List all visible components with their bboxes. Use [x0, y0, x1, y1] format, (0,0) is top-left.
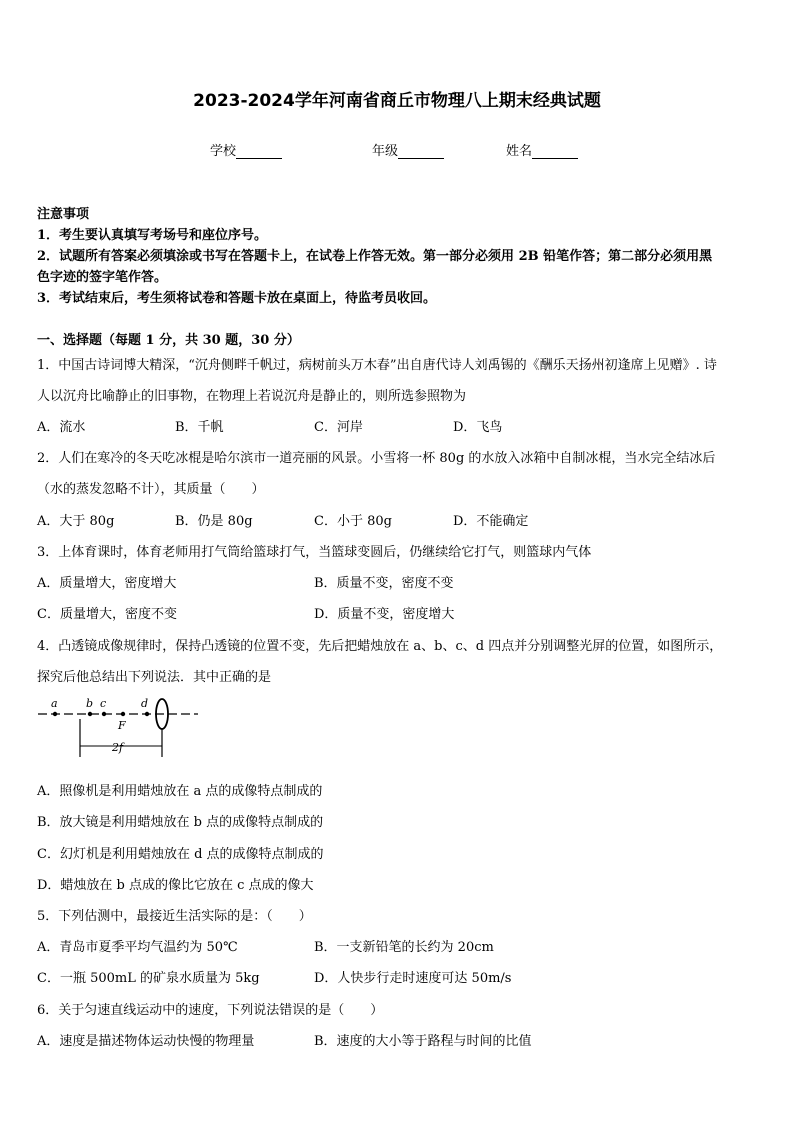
- name-label: 姓名: [506, 144, 533, 159]
- point-c: [102, 712, 106, 716]
- page-title: 2023-2024学年河南省商丘市物理八上期末经典试题: [193, 91, 601, 111]
- grade-field[interactable]: [372, 140, 444, 159]
- question-2-stem-cont: （水的蒸发忽略不计），其质量（ ）: [37, 482, 265, 497]
- school-field[interactable]: [210, 140, 282, 159]
- point-b: [88, 712, 92, 716]
- note-item: 色字迹的签字笔作答。: [37, 270, 168, 285]
- name-field[interactable]: [506, 140, 578, 159]
- label-a: a: [51, 697, 58, 710]
- note-item: 3．考试结束后，考生须将试卷和答题卡放在桌面上，待监考员收回。: [37, 291, 437, 306]
- q4-option-c: C．幻灯机是利用蜡烛放在 d 点的成像特点制成的: [37, 847, 324, 862]
- question-2-stem: 2．人们在寒冷的冬天吃冰棍是哈尔滨市一道亮丽的风景。小雪将一杯 80g 的水放入冰箱中自制冰棍，当水完全结冰后: [37, 451, 716, 466]
- question-1-stem: 1．中国古诗词博大精深，“沉舟侧畔千帆过，病树前头万木春”出自唐代诗人刘禹锡的《酬乐天扬州初逢席上见赠》. 诗: [37, 358, 717, 373]
- q3-option-b: B．质量不变，密度不变: [314, 576, 454, 591]
- school-label: 学校: [210, 144, 237, 159]
- point-a: [53, 712, 57, 716]
- note-item: 1．考生要认真填写考场号和座位序号。: [37, 228, 268, 243]
- q1-option-b: B．千帆: [175, 420, 224, 435]
- q2-option-d: D．不能确定: [453, 514, 529, 529]
- notes-heading: 注意事项: [37, 207, 90, 222]
- q3-option-d: D．质量不变，密度增大: [314, 607, 455, 622]
- label-c: c: [100, 697, 107, 710]
- question-4-stem-cont: 探究后他总结出下列说法．其中正确的是: [37, 670, 272, 685]
- question-4-stem: 4．凸透镜成像规律时，保持凸透镜的位置不变，先后把蜡烛放在 a、b、c、d 四点并分别调整光屏的位置，如图所示，: [37, 639, 723, 654]
- point-f: [121, 712, 125, 716]
- label-d: d: [141, 697, 149, 710]
- lens-diagram: [38, 697, 203, 759]
- q2-option-b: B．仍是 80g: [175, 514, 253, 529]
- label-2f: 2f: [112, 741, 124, 754]
- q4-option-b: B．放大镜是利用蜡烛放在 b 点的成像特点制成的: [37, 815, 324, 830]
- label-f: F: [118, 719, 126, 732]
- point-d: [145, 712, 149, 716]
- q5-option-b: B．一支新铅笔的长约为 20cm: [314, 940, 494, 955]
- q6-option-a: A．速度是描述物体运动快慢的物理量: [37, 1034, 255, 1049]
- q5-option-d: D．人快步行走时速度可达 50m/s: [314, 971, 512, 986]
- q2-option-c: C．小于 80g: [314, 514, 392, 529]
- q1-option-c: C．河岸: [314, 420, 363, 435]
- q4-option-d: D．蜡烛放在 b 点成的像比它放在 c 点成的像大: [37, 878, 314, 893]
- grade-label: 年级: [372, 144, 399, 159]
- section-heading: 一、选择题（每题 1 分，共 30 题，30 分）: [37, 333, 300, 348]
- note-item: 2．试题所有答案必须填涂或书写在答题卡上，在试卷上作答无效。第一部分必须用 2B 铅笔作答；第二部分必须用黑: [37, 249, 713, 264]
- q3-option-c: C．质量增大，密度不变: [37, 607, 177, 622]
- q5-option-a: A．青岛市夏季平均气温约为 50℃: [37, 940, 238, 955]
- q3-option-a: A．质量增大，密度增大: [37, 576, 177, 591]
- q5-option-c: C．一瓶 500mL 的矿泉水质量为 5kg: [37, 971, 260, 986]
- label-b: b: [86, 697, 94, 710]
- q2-option-a: A．大于 80g: [37, 514, 115, 529]
- question-6-stem: 6．关于匀速直线运动中的速度，下列说法错误的是（ ）: [37, 1003, 384, 1018]
- question-3-stem: 3．上体育课时，体育老师用打气筒给篮球打气，当篮球变圆后，仍继续给它打气，则篮球内气体: [37, 545, 592, 560]
- q4-option-a: A．照像机是利用蜡烛放在 a 点的成像特点制成的: [37, 784, 323, 799]
- q1-option-a: A．流水: [37, 420, 86, 435]
- q6-option-b: B．速度的大小等于路程与时间的比值: [314, 1034, 532, 1049]
- q1-option-d: D．飞鸟: [453, 420, 503, 435]
- question-5-stem: 5．下列估测中，最接近生活实际的是：（ ）: [37, 909, 312, 924]
- question-1-stem-cont: 人以沉舟比喻静止的旧事物，在物理上若说沉舟是静止的，则所选参照物为: [37, 389, 467, 404]
- student-info-row: [210, 140, 610, 160]
